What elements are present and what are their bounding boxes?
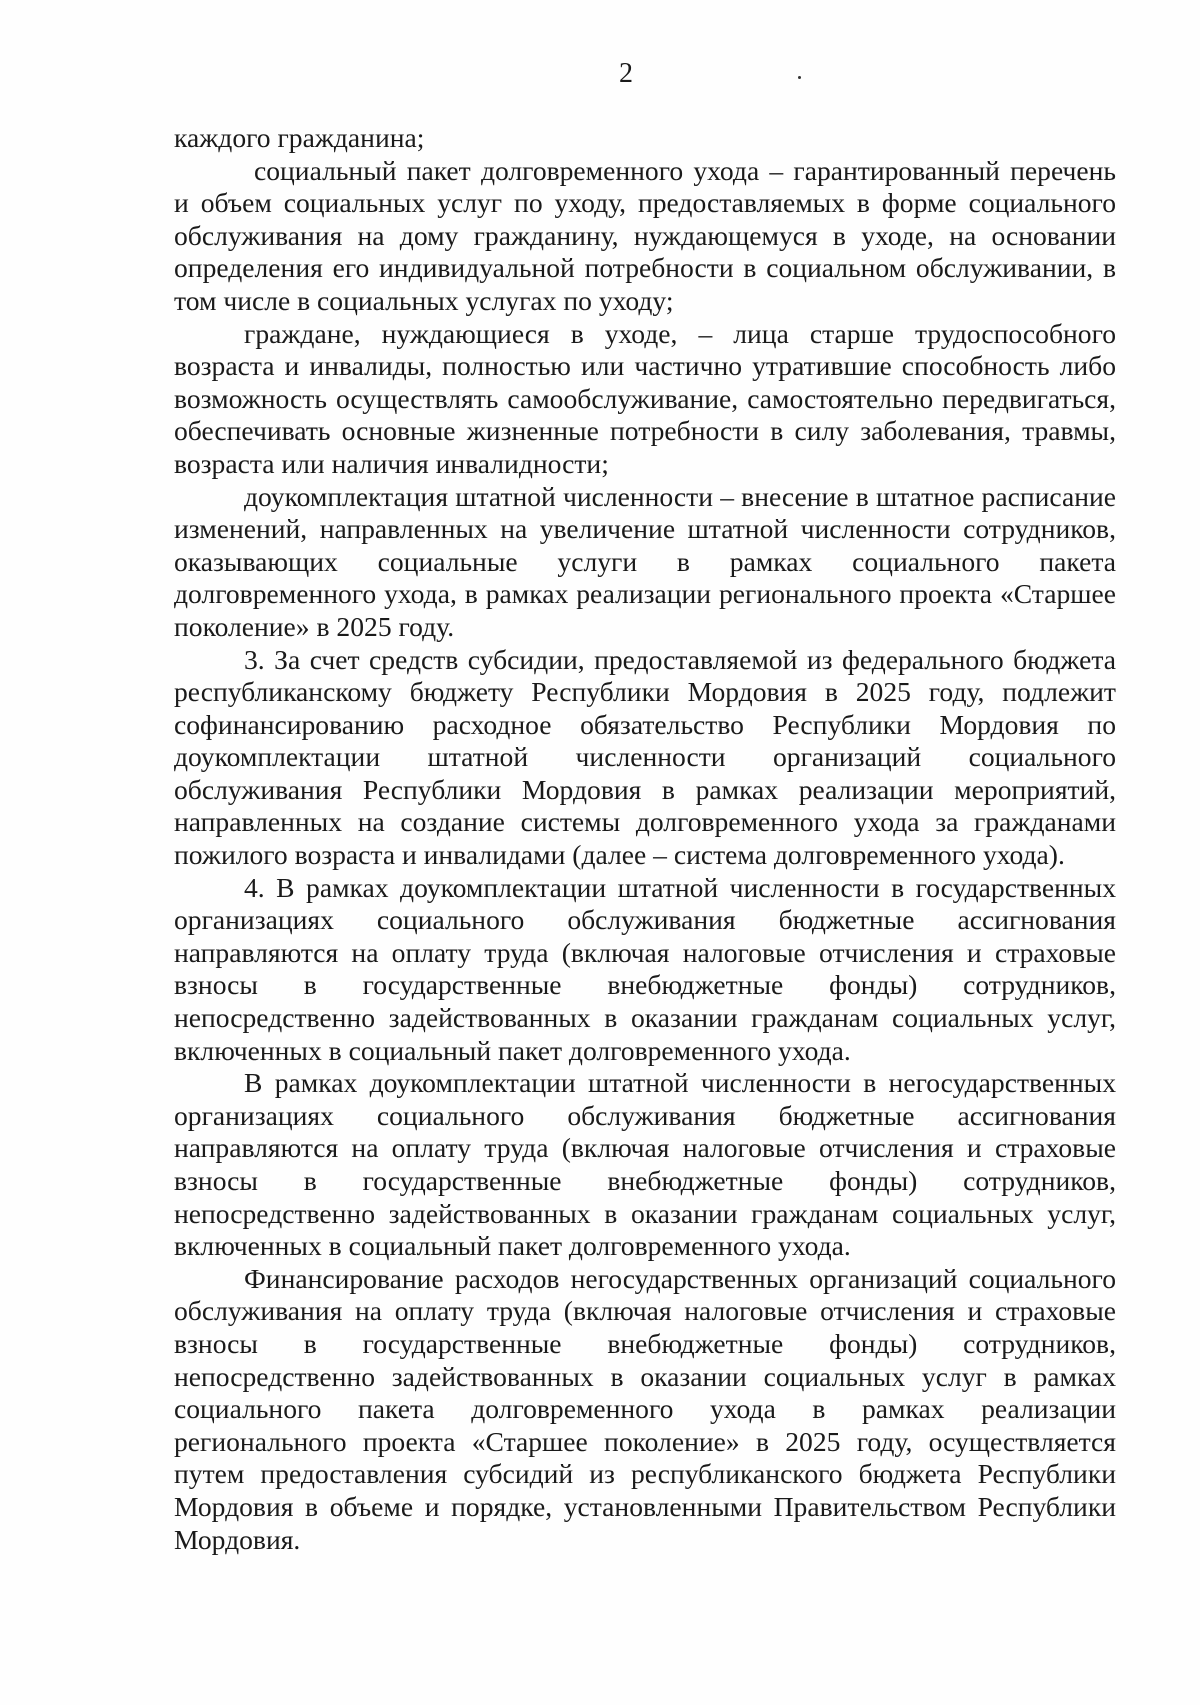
paragraph-continuation: каждого гражданина; <box>174 122 425 153</box>
paragraph-clause-4: 4. В рамках доукомплектации штатной численности в государственных организациях социального обслуживания бюджетные ассигнования направляются на оплату труда (включая налоговые отчисления и страховые взносы в государственные внебюджетные фонды) сотрудников, непосредственно задействованных в оказании гражданам социальных услуг, включенных в социальный пакет долговременного ухода. <box>174 871 1116 1066</box>
scan-speck <box>798 76 801 79</box>
paragraph-financing: Финансирование расходов негосударственных организаций социального обслуживания на оплату труда (включая налоговые отчисления и страховые взносы в государственные внебюджетные фонды) сотрудников, непосредственно задействованных в оказании социальных услуг в рамках социального пакета долговременного ухода в рамках реализации регионального проекта «Старшее поколение» в 2025 году, осуществляется путем предоставления субсидий из республиканского бюджета Республики Мордовия в объеме и порядке, установленными Правительством Республики Мордовия. <box>174 1262 1116 1555</box>
page-number: 2 <box>619 58 633 89</box>
paragraph-non-state-organizations: В рамках доукомплектации штатной численности в негосударственных организациях социального обслуживания бюджетные ассигнования направляются на оплату труда (включая налоговые отчисления и страховые взносы в государственные внебюджетные фонды) сотрудников, непосредственно задействованных в оказании гражданам социальных услуг, включенных в социальный пакет долговременного ухода. <box>174 1067 1116 1262</box>
paragraph-definition-social-package: социальный пакет долговременного ухода – гарантированный перечень и объем социальных услуг по уходу, предоставляемых в форме социального обслуживания на дому гражданину, нуждающемуся в уходе, на основании определения его индивидуальной потребности в социальном обслуживании, в том числе в социальных услугах по уходу; <box>174 154 1116 316</box>
paragraph-definition-staffing: доукомплектация штатной численности – внесение в штатное расписание изменений, направленных на увеличение штатной численности сотрудников, оказывающих социальные услуги в рамках социального пакета долговременного ухода, в рамках реализации регионального проекта «Старшее поколение» в 2025 году. <box>174 480 1116 642</box>
paragraph-clause-3: 3. За счет средств субсидии, предоставляемой из федерального бюджета республиканскому бюджету Республики Мордовия в 2025 году, подлежит софинансированию расходное обязательство Республики Мордовия по доукомплектации штатной численности организаций социального обслуживания Республики Мордовия в рамках реализации мероприятий, направленных на создание системы долговременного ухода за гражданами пожилого возраста и инвалидами (далее – система долговременного ухода). <box>174 643 1116 871</box>
document-body <box>174 122 1116 1556</box>
paragraph-definition-citizens-in-need: граждане, нуждающиеся в уходе, – лица старше трудоспособного возраста и инвалиды, полностью или частично утратившие способность либо возможность осуществлять самообслуживание, самостоятельно передвигаться, обеспечивать основные жизненные потребности в силу заболевания, травмы, возраста или наличия инвалидности; <box>174 317 1116 479</box>
